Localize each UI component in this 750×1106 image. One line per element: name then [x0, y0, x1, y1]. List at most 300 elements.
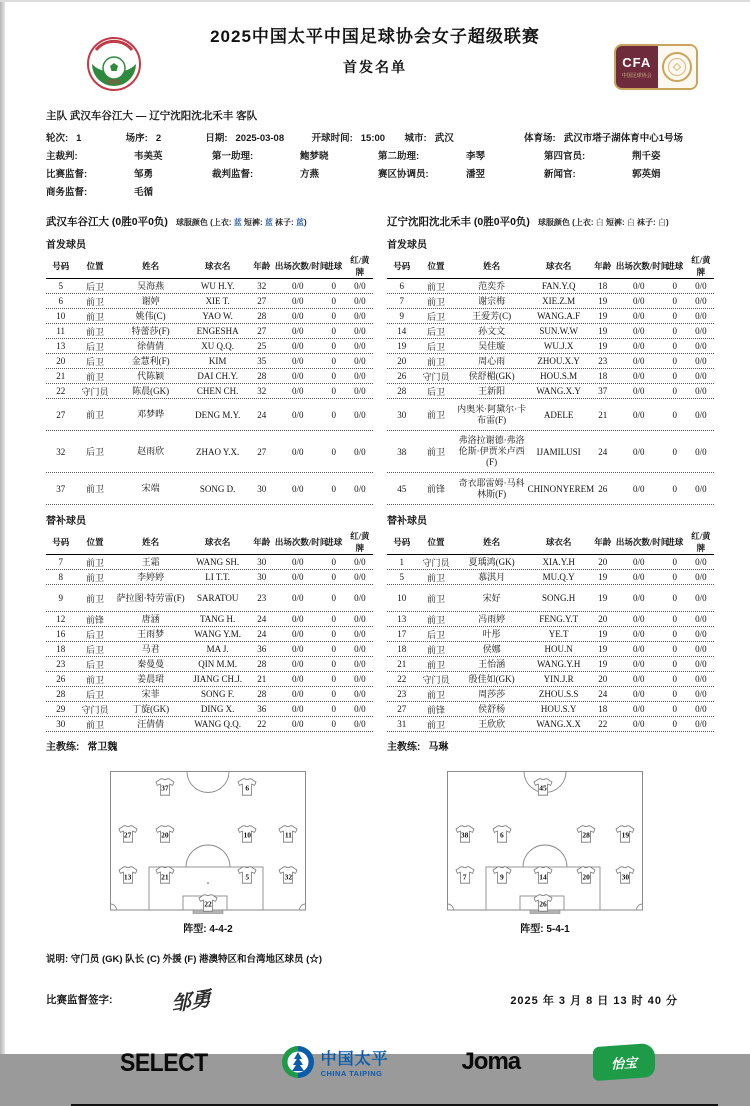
cell-position: 前卫 — [427, 410, 446, 420]
cell-apps: 0/0 — [633, 689, 645, 699]
cell-number: 16 — [56, 629, 66, 639]
info-value: 鲍梦晓 — [300, 151, 329, 162]
info-value: 15:00 — [360, 133, 386, 144]
cell-goals: 0 — [331, 446, 336, 457]
info-row-1 — [46, 130, 710, 148]
sponsor-row — [0, 1040, 750, 1084]
column-header: 球衣名 — [545, 261, 572, 271]
cell-age: 22 — [598, 719, 608, 729]
signature-datetime: 2025 年 3 月 8 日 13 时 40 分 — [510, 994, 678, 1007]
cell-jersey-name: ENGESHA — [196, 326, 239, 336]
cell-position: 后卫 — [86, 341, 105, 352]
cell-position: 后卫 — [86, 659, 105, 670]
cell-age: 35 — [257, 356, 267, 366]
cell-jersey-name: HOU.N — [544, 644, 573, 654]
column-header: 号码 — [393, 537, 411, 547]
cell-apps: 0/0 — [292, 704, 304, 714]
info-label: 城市: — [404, 133, 427, 144]
cell-apps: 0/0 — [292, 356, 304, 366]
cell-goals: 0 — [672, 446, 677, 457]
cell-goals: 0 — [331, 659, 336, 669]
cell-name: 奇衣耶雷姆·马科林斯(F) — [458, 477, 525, 499]
cell-goals: 0 — [672, 689, 677, 699]
cell-cards: 0/0 — [354, 371, 366, 381]
home-starters-table — [46, 254, 373, 505]
info-row-2 — [46, 148, 710, 166]
cell-number: 11 — [56, 326, 66, 336]
cell-age: 23 — [598, 356, 608, 366]
info-value: 邹勇 — [134, 169, 154, 180]
info-label: 第一助理: — [212, 151, 254, 162]
cell-age: 28 — [257, 311, 267, 321]
kit-text: ) — [303, 218, 307, 227]
cell-cards: 0/0 — [354, 572, 366, 582]
cell-jersey-name: IJAMILUSI — [536, 446, 581, 457]
info-pair — [212, 166, 378, 184]
cell-apps: 0/0 — [292, 557, 304, 567]
info-value: 韦美英 — [134, 151, 163, 162]
jersey-icon — [533, 866, 553, 884]
cell-goals: 0 — [672, 341, 677, 351]
cell-number: 45 — [397, 483, 407, 494]
cell-name: 马君 — [141, 643, 160, 654]
cell-jersey-name: YIN.J.R — [543, 674, 574, 684]
kit-socks-color: 白 — [657, 218, 666, 227]
cell-goals: 0 — [331, 629, 336, 639]
cell-jersey-name: CHINONYEREM — [527, 483, 595, 494]
jersey-icon — [118, 866, 138, 884]
cell-age: 24 — [257, 614, 267, 624]
player-row — [46, 324, 373, 339]
cell-position: 前卫 — [86, 557, 105, 568]
cell-age: 30 — [257, 557, 267, 567]
cell-apps: 0/0 — [292, 572, 304, 582]
player-row — [46, 612, 373, 627]
jersey-number: 6 — [500, 830, 504, 840]
cfa-logo-icon — [614, 44, 698, 90]
home-kit-colors — [176, 217, 307, 228]
player-row — [46, 369, 373, 384]
cell-apps: 0/0 — [633, 572, 645, 582]
cell-cards: 0/0 — [695, 341, 707, 351]
cell-position: 后卫 — [427, 629, 446, 640]
info-value: 武汉 — [434, 133, 454, 144]
cell-position: 守门员 — [422, 674, 450, 685]
cell-name: 邓梦晔 — [137, 409, 165, 420]
cell-jersey-name: ADELE — [543, 409, 574, 420]
player-row — [46, 473, 373, 505]
coach-label: 主教练: — [387, 742, 421, 753]
away-starters-title: 首发球员 — [387, 240, 427, 251]
cell-name: 唐涵 — [141, 613, 160, 624]
away-team-column — [387, 214, 714, 755]
cell-jersey-name: HOU.S.Y — [540, 704, 577, 714]
cell-cards: 0/0 — [695, 296, 707, 306]
cell-age: 32 — [257, 386, 267, 396]
cell-name: 弗洛拉谢德·弗洛伦斯·伊贾米卢西(F) — [458, 435, 525, 467]
cell-age: 27 — [257, 326, 267, 336]
cell-cards: 0/0 — [695, 659, 707, 669]
jersey-number: 13 — [123, 872, 132, 882]
cell-name: 侯舒杨 — [478, 703, 506, 714]
info-pair — [544, 148, 710, 166]
info-label: 比赛监督: — [46, 169, 88, 180]
cell-name: 特蕾莎(F) — [131, 325, 170, 336]
cfa-crest-icon — [86, 36, 142, 92]
jersey-icon — [278, 825, 298, 843]
cell-apps: 0/0 — [292, 281, 304, 291]
cell-apps: 0/0 — [633, 326, 645, 336]
jersey-number: 19 — [621, 830, 630, 840]
cell-number: 18 — [397, 644, 407, 654]
cell-goals: 0 — [331, 689, 336, 699]
player-row — [46, 384, 373, 399]
pitch-field-icon — [110, 771, 306, 914]
cell-number: 26 — [56, 674, 66, 684]
cell-jersey-name: XU Q.Q. — [201, 341, 235, 351]
info-label: 商务监督: — [46, 187, 88, 198]
cell-apps: 0/0 — [292, 326, 304, 336]
cell-goals: 0 — [672, 674, 677, 684]
cell-apps: 0/0 — [292, 341, 304, 351]
cell-cards: 0/0 — [695, 557, 707, 567]
cell-jersey-name: SARATOU — [196, 593, 239, 603]
jersey-icon — [455, 866, 475, 884]
cell-goals: 0 — [331, 296, 336, 306]
player-row — [46, 570, 373, 585]
cell-goals: 0 — [672, 356, 677, 366]
player-row — [387, 672, 714, 687]
cell-position: 守门员 — [81, 386, 109, 397]
player-row — [387, 642, 714, 657]
away-team-header — [387, 214, 714, 229]
column-header: 姓名 — [483, 536, 501, 547]
cell-number: 20 — [397, 356, 407, 366]
supervisor-signature: 邹勇 — [170, 987, 211, 1017]
cell-name: 陈晨(GK) — [132, 385, 170, 396]
cell-position: 前卫 — [86, 484, 105, 494]
cell-jersey-name: MU.Q.Y — [542, 572, 575, 582]
cell-age: 23 — [257, 593, 267, 603]
player-row — [46, 627, 373, 642]
cell-cards: 0/0 — [695, 386, 707, 396]
player-row — [387, 473, 714, 505]
cell-cards: 0/0 — [695, 281, 707, 291]
cell-number: 10 — [56, 311, 66, 321]
away-subs-title: 替补球员 — [387, 516, 427, 527]
cell-cards: 0/0 — [354, 446, 366, 457]
cell-jersey-name: TANG H. — [200, 614, 236, 624]
cell-number: 7 — [58, 557, 63, 567]
legend-notes: 说明: 守门员 (GK) 队长 (C) 外援 (F) 港澳特区和台湾地区球员 (☆) — [46, 954, 323, 965]
cell-position: 前卫 — [86, 593, 105, 604]
cell-position: 前卫 — [427, 296, 446, 307]
kit-text: 袜子: — [272, 218, 296, 227]
column-header: 位置 — [427, 537, 445, 547]
cell-goals: 0 — [331, 409, 336, 420]
cell-name: 周莎莎 — [478, 688, 506, 699]
info-row-4 — [46, 184, 710, 202]
info-label: 赛区协调员: — [378, 169, 429, 180]
column-header: 年龄 — [253, 261, 271, 271]
column-header: 姓名 — [483, 260, 501, 271]
cell-name: 姚伟(C) — [135, 310, 166, 321]
cell-position: 后卫 — [86, 281, 105, 292]
cell-position: 守门员 — [422, 557, 450, 568]
cell-name: 谢婷 — [141, 295, 160, 306]
column-header: 位置 — [86, 261, 104, 271]
column-header: 号码 — [52, 261, 70, 271]
cell-number: 17 — [397, 629, 407, 639]
cell-apps: 0/0 — [633, 674, 645, 684]
cfa-emblem-icon — [662, 52, 692, 82]
china-taiping-cn: 中国太平 — [320, 1051, 389, 1068]
cell-number: 28 — [397, 386, 407, 396]
info-label: 日期: — [205, 133, 228, 144]
info-pair — [524, 130, 710, 148]
player-row — [46, 339, 373, 354]
cell-cards: 0/0 — [354, 704, 366, 714]
cell-apps: 0/0 — [633, 704, 645, 714]
cell-cards: 0/0 — [354, 386, 366, 396]
info-pair — [46, 148, 212, 166]
cell-goals: 0 — [672, 572, 677, 582]
jersey-icon — [155, 825, 175, 843]
info-pair — [126, 130, 206, 148]
cell-age: 19 — [598, 341, 608, 351]
cell-cards: 0/0 — [695, 446, 707, 457]
cell-goals: 0 — [331, 557, 336, 567]
cell-cards: 0/0 — [354, 719, 366, 729]
cell-cards: 0/0 — [695, 719, 707, 729]
cell-jersey-name: KIM — [208, 356, 227, 366]
cell-age: 20 — [598, 614, 608, 624]
info-label: 主裁判: — [46, 151, 78, 162]
player-row — [387, 354, 714, 369]
cell-jersey-name: HOU.S.M — [540, 371, 578, 381]
cell-name: 宋好 — [482, 592, 501, 603]
cell-goals: 0 — [672, 483, 677, 494]
jersey-number: 10 — [243, 830, 251, 840]
cell-goals: 0 — [672, 644, 677, 654]
cell-apps: 0/0 — [633, 371, 645, 381]
cell-goals: 0 — [672, 614, 677, 624]
info-value: 李琴 — [466, 151, 486, 162]
cell-age: 30 — [257, 483, 267, 494]
cell-position: 后卫 — [86, 447, 105, 457]
cell-goals: 0 — [331, 719, 336, 729]
cell-name: 叶彤 — [482, 628, 501, 639]
away-formation-label: 阵型: 5-4-1 — [520, 924, 570, 935]
jersey-icon — [533, 778, 553, 796]
cell-cards: 0/0 — [695, 356, 707, 366]
away-subs-rows — [387, 555, 714, 732]
cell-apps: 0/0 — [292, 659, 304, 669]
cell-age: 18 — [598, 704, 608, 714]
player-row — [387, 324, 714, 339]
cell-name: 王爱芳(C) — [472, 310, 512, 321]
cfa-logo-subtext: 中国足球协会 — [621, 74, 652, 79]
cell-number: 22 — [397, 674, 407, 684]
player-row — [387, 369, 714, 384]
jersey-icon — [533, 894, 553, 912]
cell-position: 守门员 — [422, 371, 450, 382]
cell-number: 30 — [397, 409, 407, 420]
away-starters-rows — [387, 279, 714, 505]
player-row — [46, 642, 373, 657]
player-row — [46, 399, 373, 431]
cell-position: 后卫 — [86, 689, 105, 700]
cell-apps: 0/0 — [292, 296, 304, 306]
cell-goals: 0 — [672, 311, 677, 321]
cell-number: 18 — [56, 644, 66, 654]
cell-position: 前卫 — [86, 326, 105, 337]
info-pair — [46, 166, 212, 184]
player-row — [387, 384, 714, 399]
cell-cards: 0/0 — [695, 311, 707, 321]
home-subs-title: 替补球员 — [46, 516, 86, 527]
info-label: 第二助理: — [378, 151, 420, 162]
cell-age: 28 — [257, 659, 267, 669]
table-header — [46, 530, 373, 555]
cell-position: 后卫 — [86, 356, 105, 367]
cell-name: 慕淇月 — [478, 571, 506, 582]
cell-number: 5 — [58, 281, 63, 291]
cell-cards: 0/0 — [354, 629, 366, 639]
jersey-number: 32 — [284, 872, 293, 882]
column-header: 红/黄牌 — [350, 531, 370, 553]
home-formation — [110, 771, 306, 935]
jersey-number: 26 — [539, 899, 547, 909]
cell-jersey-name: WANG.Y.H — [536, 659, 581, 669]
cell-age: 24 — [598, 689, 608, 699]
yibao-text: 怡宝 — [610, 1054, 637, 1072]
cell-goals: 0 — [331, 644, 336, 654]
yibao-logo — [593, 1045, 655, 1079]
cell-cards: 0/0 — [354, 674, 366, 684]
cell-goals: 0 — [672, 557, 677, 567]
cell-jersey-name: DENG M.Y. — [195, 409, 241, 420]
cell-position: 后卫 — [427, 386, 446, 397]
jersey-icon — [118, 825, 138, 843]
away-subs-table — [387, 530, 714, 732]
column-header: 姓名 — [142, 536, 160, 547]
cell-apps: 0/0 — [633, 409, 645, 420]
cell-position: 后卫 — [427, 311, 446, 322]
cell-apps: 0/0 — [633, 557, 645, 567]
away-pitch-diagram — [447, 771, 643, 914]
player-row — [387, 294, 714, 309]
cell-number: 19 — [397, 341, 407, 351]
cell-goals: 0 — [331, 311, 336, 321]
kit-text: 短裤: — [603, 218, 627, 227]
cell-position: 前卫 — [86, 410, 105, 420]
cell-age: 25 — [257, 341, 267, 351]
info-value: 武汉市塔子湖体育中心1号场 — [563, 133, 684, 144]
cfa-logo-right — [658, 46, 696, 88]
cell-apps: 0/0 — [633, 659, 645, 669]
cell-age: 30 — [257, 572, 267, 582]
jersey-icon — [155, 866, 175, 884]
info-pair — [212, 148, 378, 166]
cell-goals: 0 — [672, 719, 677, 729]
jersey-number: 21 — [161, 872, 169, 882]
jersey-icon — [237, 825, 257, 843]
cell-position: 后卫 — [86, 629, 105, 640]
cell-goals: 0 — [672, 326, 677, 336]
cell-age: 19 — [598, 644, 608, 654]
player-row — [387, 612, 714, 627]
info-pair — [46, 130, 126, 148]
table-header — [387, 254, 714, 279]
jersey-icon — [576, 825, 596, 843]
jersey-number: 7 — [462, 872, 467, 882]
cell-position: 后卫 — [427, 326, 446, 337]
info-value: 2 — [155, 133, 162, 144]
cell-cards: 0/0 — [695, 326, 707, 336]
cell-position: 前卫 — [86, 572, 105, 583]
cell-number: 30 — [56, 719, 66, 729]
column-header: 出场次数/时间 — [615, 537, 670, 547]
cell-name: 代陈颖 — [137, 370, 165, 381]
jersey-number: 30 — [621, 872, 630, 882]
cell-age: 21 — [257, 674, 267, 684]
cell-name: 宋端 — [141, 483, 160, 494]
cell-number: 26 — [397, 371, 407, 381]
player-row — [387, 339, 714, 354]
cell-jersey-name: WANG.A.F — [537, 311, 581, 321]
cell-jersey-name: MA J. — [206, 644, 229, 654]
cell-apps: 0/0 — [292, 629, 304, 639]
jersey-number: 6 — [245, 783, 250, 793]
jersey-icon — [237, 778, 257, 796]
cell-jersey-name: JIANG CH.J. — [193, 674, 243, 684]
cell-position: 前卫 — [427, 447, 446, 457]
player-row — [46, 294, 373, 309]
cell-number: 20 — [56, 356, 66, 366]
select-logo: SELECT — [120, 1047, 208, 1076]
kit-shorts-color: 白 — [626, 218, 635, 227]
cell-apps: 0/0 — [292, 689, 304, 699]
cell-age: 19 — [598, 326, 608, 336]
jersey-number: 27 — [123, 830, 132, 840]
away-formation — [447, 771, 643, 935]
cell-jersey-name: SONG D. — [199, 483, 236, 494]
info-label: 场序: — [125, 133, 148, 144]
cell-cards: 0/0 — [695, 409, 707, 420]
cell-apps: 0/0 — [633, 644, 645, 654]
signature-label: 比赛监督签字: — [46, 994, 113, 1006]
cell-name: 金慧利(F) — [131, 355, 170, 366]
cell-name: 赵雨欣 — [137, 446, 165, 457]
cell-cards: 0/0 — [695, 572, 707, 582]
away-team-name: 辽宁沈阳沈北禾丰 (0胜0平0负) — [387, 216, 530, 228]
player-row — [387, 702, 714, 717]
player-row — [46, 279, 373, 294]
home-starters-rows — [46, 279, 373, 505]
teams-line: 主队 武汉车谷江大 — 辽宁沈阳沈北禾丰 客队 — [46, 110, 258, 122]
column-header: 进球 — [325, 537, 343, 547]
info-label: 第四官员: — [544, 151, 586, 162]
cell-age: 28 — [257, 371, 267, 381]
cell-name: 丁旋(GK) — [132, 703, 170, 714]
china-taiping-text — [321, 1046, 389, 1078]
cell-number: 37 — [56, 483, 66, 494]
home-team-column — [46, 214, 373, 755]
table-header — [387, 530, 714, 555]
kit-text: 球服颜色 (上衣: — [175, 218, 234, 227]
column-header: 进球 — [666, 261, 684, 271]
